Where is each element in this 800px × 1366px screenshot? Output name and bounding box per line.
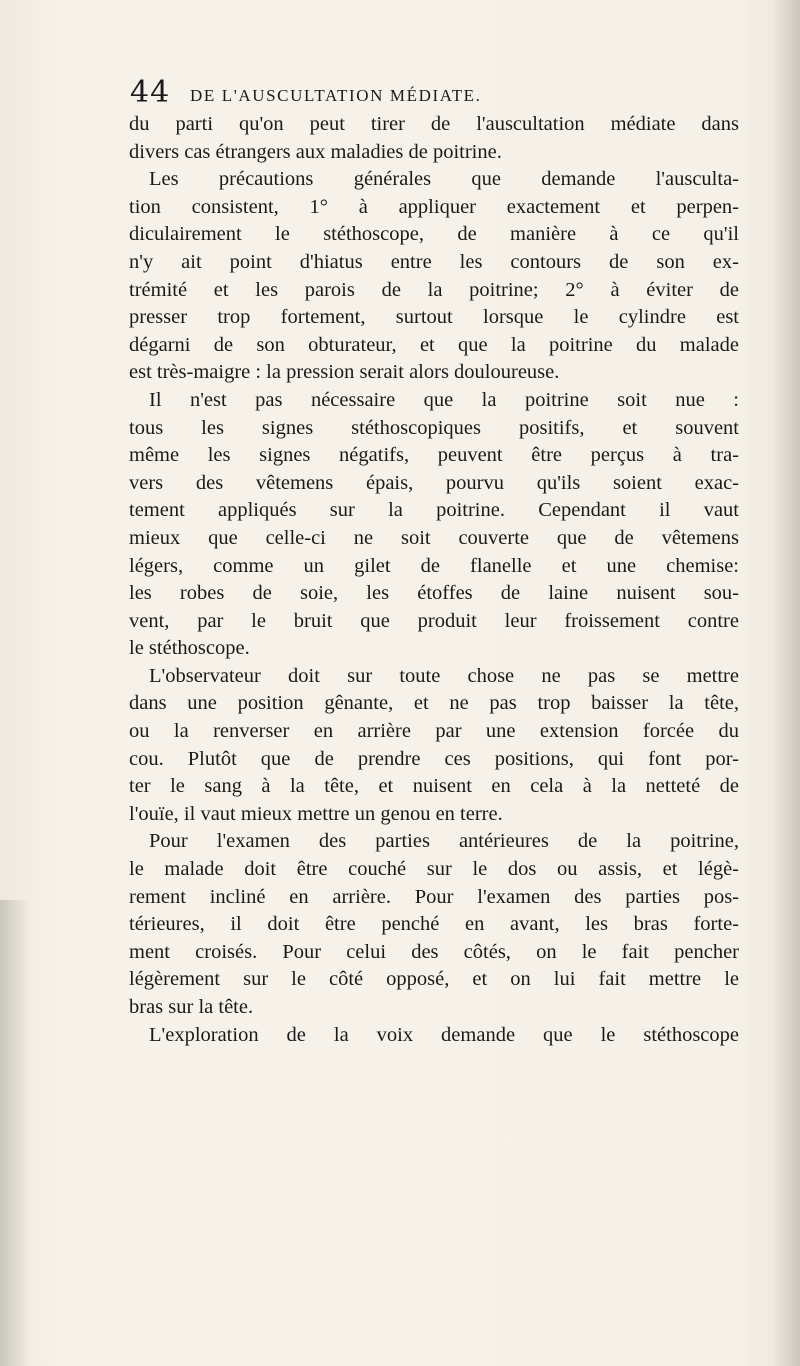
text-line: trémité et les parois de la poitrine; 2° à éviter de [129, 278, 739, 301]
text-line: tement appliqués sur la poitrine. Cependant il vaut [129, 499, 739, 522]
text-line: n'y ait point d'hiatus entre les contours de son ex- [129, 250, 739, 273]
text-line: ou la renverser en arrière par une extension forcée du [129, 720, 739, 743]
text-line: diculairement le stéthoscope, de manière à ce qu'il [129, 223, 739, 246]
page-number: 44 [130, 75, 171, 110]
text-line: dégarni de son obturateur, et que la poitrine du malade [129, 333, 739, 356]
text-line: l'ouïe, il vaut mieux mettre un genou en terre. [129, 802, 503, 825]
text-line: vers des vêtemens épais, pourvu qu'ils soient exac- [129, 471, 739, 494]
text-line: bras sur la tête. [129, 996, 254, 1018]
text-line: Pour l'examen des parties antérieures de la poitrine, [149, 830, 739, 853]
text-line: tous les signes stéthoscopiques positifs, et souvent [129, 416, 739, 439]
text-line: est très-maigre : la pression serait alors douloureuse. [129, 361, 560, 384]
text-line: tion consistent, 1° à appliquer exactement et perpen- [129, 195, 739, 218]
text-line: cou. Plutôt que de prendre ces positions, qui font por- [129, 747, 739, 770]
text-line: térieures, il doit être penché en avant, les bras forte- [129, 913, 739, 936]
text-line: dans une position gênante, et ne pas trop baisser la tête, [129, 692, 739, 715]
page-edge-shadow [0, 900, 30, 1366]
text-line: Les précautions générales que demande l'ausculta- [149, 168, 739, 191]
text-line: du parti qu'on peut tirer de l'auscultation médiate dans [129, 113, 739, 135]
text-line: même les signes négatifs, peuvent être perçus à tra- [129, 444, 739, 467]
page-header [130, 76, 750, 116]
text-line: les robes de soie, les étoffes de laine nuisent sou- [129, 582, 739, 605]
text-line: le stéthoscope. [129, 637, 250, 660]
text-line: ter le sang à la tête, et nuisent en cela à la netteté de [129, 775, 739, 798]
binding-shadow [772, 0, 800, 1366]
text-line: vent, par le bruit que produit leur froissement contre [129, 609, 739, 632]
text-line: L'observateur doit sur toute chose ne pas se mettre [149, 664, 739, 687]
text-line: légèrement sur le côté opposé, et on lui fait mettre le [129, 968, 739, 991]
text-line: presser trop fortement, surtout lorsque le cylindre est [129, 306, 739, 329]
text-line: Il n'est pas nécessaire que la poitrine soit nue : [149, 388, 739, 411]
text-line: rement incliné en arrière. Pour l'examen des parties pos- [129, 885, 739, 908]
text-line: ment croisés. Pour celui des côtés, on le fait pencher [129, 940, 739, 963]
text-line: L'exploration de la voix demande que le stéthoscope [149, 1023, 739, 1046]
body-text [129, 111, 739, 1049]
text-line: le malade doit être couché sur le dos ou assis, et légè- [129, 858, 739, 881]
text-line: mieux que celle-ci ne soit couverte que de vêtemens [129, 526, 739, 549]
running-head: DE L'AUSCULTATION MÉDIATE. [190, 86, 482, 105]
text-line: légers, comme un gilet de flanelle et une chemise: [129, 554, 739, 577]
text-line: divers cas étrangers aux maladies de poitrine. [129, 140, 502, 163]
